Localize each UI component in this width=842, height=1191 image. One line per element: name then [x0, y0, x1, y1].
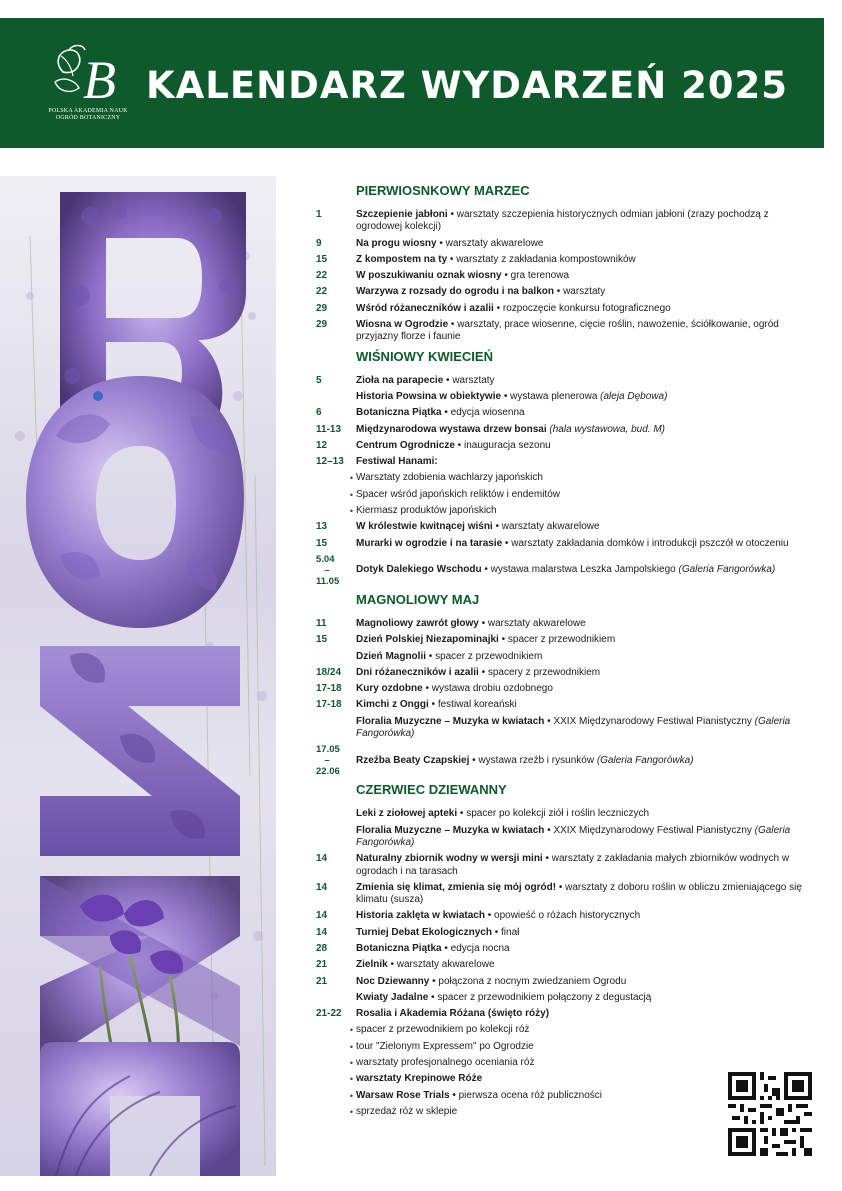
logo-text-line1: POLSKA AKADEMIA NAUK — [48, 108, 128, 114]
event-name: W królestwie kwitnącej wiśni — [356, 521, 493, 533]
event-description: gra terenowa — [510, 270, 570, 282]
event-row — [316, 990, 806, 1006]
event-row — [316, 207, 806, 236]
event-row — [316, 908, 806, 924]
event-name: Historia Powsina w obiektywie — [356, 390, 502, 402]
event-description: inauguracja sezonu — [463, 439, 551, 451]
event-name: Rzeźba Beaty Czapskiej — [356, 754, 470, 766]
bullet-label: warsztaty profesjonalnego oceniania róż — [356, 1057, 535, 1069]
event-date: 15 — [316, 537, 328, 549]
event-text: Turniej Debat Ekologicznych • finał — [356, 926, 520, 938]
event-date: 21 — [316, 959, 328, 971]
bullet-text — [356, 505, 497, 517]
event-date — [316, 651, 356, 663]
event-text: Kimchi z Onggi • festiwal koreański — [356, 699, 517, 711]
event-row — [316, 536, 806, 552]
event-row — [316, 301, 806, 317]
event-name: Międzynarodowa wystawa drzew bonsai — [356, 423, 547, 435]
event-row — [316, 806, 806, 822]
event-description: warsztaty — [452, 374, 495, 386]
event-date-part: – — [324, 564, 330, 576]
bullet-text: Warsaw Rose Trials • pierwsza ocena róż publiczności — [356, 1089, 603, 1101]
event-text — [356, 424, 806, 436]
event-date: 21-22 — [316, 1008, 342, 1020]
event-name: Dzień Polskiej Niezapominajki — [356, 634, 499, 646]
event-text: Szczepienie jabłoni • warsztaty szczepienia historycznych odmian jabłoni (zrazy pochodzą z ogrodowej kolekcji) — [356, 209, 769, 233]
bullet-dot: • — [349, 1090, 353, 1101]
event-description: połączona z nocnym zwiedzaniem Ogrodu — [438, 975, 627, 987]
event-text: Zmienia się klimat, zmienia się mój ogród! • warsztaty z doboru roślin w obliczu zmieniającego się klimatu (susza) — [356, 881, 802, 906]
event-description: warsztaty akwarelowe — [487, 617, 586, 629]
bullet-dot: • — [349, 506, 353, 517]
bullet-dot: • — [349, 1074, 353, 1085]
event-name: Turniej Debat Ekologicznych — [356, 926, 492, 938]
bullet-item — [316, 1022, 806, 1038]
event-date: 29 — [316, 319, 328, 331]
event-name: Warzywa z rozsady do ogrodu i na balkon — [356, 286, 554, 298]
event-date: 29 — [316, 302, 328, 314]
event-name: Dzień Magnolii — [356, 650, 426, 662]
event-text: W królestwie kwitnącej wiśni • warsztaty akwarelowe — [356, 521, 600, 533]
event-location: (hala wystawowa, bud. M) — [549, 423, 665, 435]
event-date-part: 17.05 — [316, 744, 340, 756]
event-name: Zioła na parapecie — [356, 374, 444, 386]
event-name: Murarki w ogrodzie i na tarasie — [356, 537, 503, 549]
event-row — [316, 957, 806, 973]
event-description: spacer po kolekcji ziół i roślin leczniczych — [466, 808, 650, 820]
event-date-part: 5.04 — [316, 553, 335, 565]
event-date-part: – — [324, 755, 330, 767]
event-name: Leki z ziołowej apteki — [356, 808, 458, 820]
event-name: Historia zaklęta w kwiatach — [356, 910, 485, 922]
event-text: Rzeźba Beaty Czapskiej • wystawa rzeźb i rysunków (Galeria Fangorówka) — [356, 754, 694, 766]
event-row — [316, 1006, 806, 1022]
event-description: festiwal koreański — [437, 699, 517, 711]
event-row — [316, 925, 806, 941]
bullet-dot: • — [349, 1025, 353, 1036]
bullet-item — [316, 470, 806, 486]
event-text — [356, 1008, 806, 1020]
event-date: 21 — [316, 975, 328, 987]
page-header — [0, 18, 824, 148]
event-description: XXIX Międzynarodowy Festiwal Pianistyczny — [553, 824, 752, 836]
event-row — [316, 317, 806, 346]
bullet-item — [316, 503, 806, 519]
event-location: (Galeria Fangorówka) — [678, 564, 776, 576]
event-row — [316, 284, 806, 300]
event-description: spacer z przewodnikiem — [507, 634, 616, 646]
bullet-label: spacer z przewodnikiem po kolekcji róż — [356, 1024, 530, 1036]
event-row — [316, 616, 806, 632]
event-date: 5 — [316, 374, 322, 386]
event-name: Kwiaty Jadalne — [356, 991, 429, 1003]
event-name: Centrum Ogrodnicze — [356, 439, 455, 451]
bullet-label: sprzedaż róż w sklepie — [356, 1105, 458, 1117]
event-date: 15 — [316, 634, 328, 646]
event-date — [316, 391, 356, 403]
event-text: Warzywa z rozsady do ogrodu i na balkon • warsztaty — [356, 286, 606, 298]
event-description: warsztaty akwarelowe — [501, 521, 600, 533]
event-name: Botaniczna Piątka — [356, 407, 442, 419]
bullet-text — [356, 1024, 529, 1036]
event-date — [316, 825, 356, 850]
event-description: wystawa plenerowa — [510, 390, 598, 402]
event-date: 15 — [316, 253, 328, 265]
event-row — [316, 851, 806, 880]
event-location: (Galeria Fangorówka) — [356, 824, 791, 848]
event-location: (Galeria Fangorówka) — [596, 754, 694, 766]
section-title: PIERWIOSNKOWY MARZEC — [356, 183, 530, 198]
event-date: 11 — [316, 617, 327, 629]
event-row — [316, 681, 806, 697]
event-row — [316, 519, 806, 535]
logo-text-line2: OGRÓD BOTANICZNY — [55, 115, 121, 121]
event-date: 22 — [316, 270, 328, 282]
section-title: CZERWIEC DZIEWANNY — [356, 782, 507, 798]
event-text: Centrum Ogrodnicze • inauguracja sezonu — [356, 439, 551, 451]
event-name: Z kompostem na ty — [356, 253, 448, 265]
event-text: Murarki w ogrodzie i na tarasie • warsztaty zakładania domków i introdukcji pszczół w otoczeniu — [356, 537, 789, 549]
event-text: Zielnik • warsztaty akwarelowe — [356, 959, 495, 971]
bullet-label: Warsztaty zdobienia wachlarzy japońskich — [356, 472, 543, 484]
event-text: Z kompostem na ty • warsztaty z zakładania kompostowników — [356, 253, 636, 265]
event-date: 12 — [316, 439, 328, 451]
event-date — [316, 992, 356, 1004]
event-row — [316, 742, 806, 779]
event-date-part: 22.06 — [316, 766, 340, 778]
event-row — [316, 438, 806, 454]
event-description: wystawa malarstwa Leszka Jampolskiego — [490, 564, 676, 576]
event-name: Na progu wiosny — [356, 237, 437, 249]
bullet-text — [356, 472, 543, 484]
event-name: Warsaw Rose Trials — [356, 1089, 450, 1101]
event-name: Floralia Muzyczne – Muzyka w kwiatach — [356, 715, 545, 727]
event-text: Botaniczna Piątka • edycja wiosenna — [356, 407, 525, 419]
bullet-item — [316, 1039, 806, 1055]
event-location: (aleja Dębowa) — [600, 390, 668, 402]
event-date: 9 — [316, 237, 322, 249]
event-name: Zielnik — [356, 959, 388, 971]
event-row — [316, 941, 806, 957]
bullet-text — [356, 1106, 457, 1118]
event-row — [316, 974, 806, 990]
event-name: Floralia Muzyczne – Muzyka w kwiatach — [356, 824, 545, 836]
event-date: 13 — [316, 521, 328, 533]
event-date-part: 11.05 — [316, 575, 340, 587]
event-name: Szczepienie jabłoni — [356, 209, 448, 220]
event-description: warsztaty, prace wiosenne, cięcie roślin, nawożenie, ściółkowanie, ogród przyjazny florze i faunie — [356, 319, 779, 343]
event-row — [316, 552, 806, 589]
event-description: spacer z przewodnikiem połączony z degustacją — [437, 991, 652, 1003]
event-text: Zioła na parapecie • warsztaty — [356, 374, 495, 386]
event-name: Zmienia się klimat, zmienia się mój ogród! — [356, 881, 557, 893]
botanic-garden-logo-icon — [46, 42, 130, 140]
bullet-text — [356, 489, 560, 501]
event-row — [316, 373, 806, 389]
event-text: Noc Dziewanny • połączona z nocnym zwiedzaniem Ogrodu — [356, 975, 627, 987]
event-description: XXIX Międzynarodowy Festiwal Pianistyczny — [553, 715, 752, 727]
event-date: 17-18 — [316, 699, 342, 711]
event-description: edycja wiosenna — [450, 407, 525, 419]
event-date: 14 — [316, 881, 328, 893]
event-description: wystawa drobiu ozdobnego — [431, 683, 553, 695]
event-text: Floralia Muzyczne – Muzyka w kwiatach • XXIX Międzynarodowy Festiwal Pianistyczny (Galeria Fangorówka) — [356, 715, 791, 740]
event-text: W poszukiwaniu oznak wiosny • gra terenowa — [356, 270, 570, 282]
event-name: Wśród różaneczników i azalii — [356, 302, 494, 314]
event-text: Dni różaneczników i azalii • spacery z przewodnikiem — [356, 666, 601, 678]
svg-text:B: B — [83, 50, 116, 108]
event-description: warsztaty szczepienia historycznych odmian jabłoni (zrazy pochodzą z ogrodowej kolekcji) — [356, 209, 769, 233]
event-name: Kury ozdobne — [356, 683, 423, 695]
event-name: Dotyk Dalekiego Wschodu — [356, 564, 482, 576]
event-description: warsztaty z zakładania kompostowników — [456, 253, 636, 265]
bullet-text — [356, 1041, 534, 1053]
bullet-item — [316, 1055, 806, 1071]
event-text: Floralia Muzyczne – Muzyka w kwiatach • XXIX Międzynarodowy Festiwal Pianistyczny (Galeria Fangorówka) — [356, 824, 791, 848]
event-description: warsztaty akwarelowe — [396, 959, 495, 971]
section-title: MAGNOLIOWY MAJ — [356, 591, 480, 607]
event-text: Naturalny zbiornik wodny w wersji mini • warsztaty z zakładania małych zbiorników wodnych w ogrodach i na tarasach — [356, 853, 790, 877]
event-name: Kimchi z Onggi — [356, 699, 429, 711]
event-row — [316, 389, 806, 405]
event-description: edycja nocna — [450, 942, 510, 954]
bullet-dot: • — [349, 1041, 353, 1052]
event-name: Rosalia i Akademia Różana (święto róży) — [356, 1008, 550, 1020]
event-date: 14 — [316, 853, 328, 865]
bullet-item — [316, 487, 806, 503]
event-description: pierwsza ocena róż publiczności — [458, 1089, 603, 1101]
events-calendar — [316, 180, 806, 1120]
event-date: 14 — [316, 926, 328, 938]
event-row — [316, 405, 806, 421]
event-date: 14 — [316, 910, 328, 922]
bullet-text — [356, 1057, 534, 1069]
event-row — [316, 665, 806, 681]
event-text: Na progu wiosny • warsztaty akwarelowe — [356, 237, 544, 249]
event-row — [316, 714, 806, 743]
bullet-dot: • — [349, 1058, 353, 1069]
event-name: Festiwal Hanami: — [356, 456, 438, 468]
event-description: warsztaty z zakładania małych zbiorników wodnych w ogrodach i na tarasach — [356, 853, 790, 877]
event-row — [316, 236, 806, 252]
bullet-dot: • — [349, 1106, 353, 1117]
event-row — [316, 697, 806, 713]
event-location: (Galeria Fangorówka) — [356, 715, 791, 740]
event-text: Wśród różaneczników i azalii • rozpoczęcie konkursu fotograficznego — [356, 302, 671, 314]
event-description: spacery z przewodnikiem — [487, 666, 601, 678]
event-text: Botaniczna Piątka • edycja nocna — [356, 942, 510, 954]
event-description: spacer z przewodnikiem — [435, 650, 543, 662]
event-date: 12–13 — [316, 456, 344, 468]
event-text: Leki z ziołowej apteki • spacer po kolekcji ziół i roślin leczniczych — [356, 808, 650, 820]
event-name: W poszukiwaniu oznak wiosny — [356, 270, 502, 282]
event-description: wystawa rzeźb i rysunków — [478, 754, 595, 766]
qr-code-icon[interactable] — [728, 1072, 812, 1156]
bullet-label: tour "Zielonym Expressem" po Ogrodzie — [356, 1040, 534, 1052]
event-date — [316, 808, 356, 820]
bullet-label: Kiermasz produktów japońskich — [356, 505, 497, 517]
event-name: Wiosna w Ogrodzie — [356, 319, 449, 331]
event-description: warsztaty — [563, 286, 606, 298]
event-date: 11-13 — [316, 423, 342, 435]
event-date: 17-18 — [316, 683, 342, 695]
event-date — [316, 554, 356, 587]
event-date — [316, 716, 356, 741]
event-text: Wiosna w Ogrodzie • warsztaty, prace wiosenne, cięcie roślin, nawożenie, ściółkowanie, ogród przyjazny florze i faunie — [356, 319, 779, 343]
event-row — [316, 649, 806, 665]
event-row — [316, 454, 806, 470]
side-floral-banner — [0, 176, 276, 1176]
event-date — [316, 744, 356, 777]
bullet-dot: • — [349, 489, 353, 500]
event-row — [316, 823, 806, 852]
event-name: Botaniczna Piątka — [356, 942, 442, 954]
event-description: finał — [501, 926, 520, 938]
event-date: 1 — [316, 209, 322, 220]
event-description: warsztaty akwarelowe — [445, 237, 544, 249]
event-text: Historia Powsina w obiektywie • wystawa plenerowa (aleja Dębowa) — [356, 390, 668, 402]
event-row — [316, 252, 806, 268]
event-description: rozpoczęcie konkursu fotograficznego — [502, 302, 671, 314]
floral-letters-image — [0, 176, 276, 1176]
event-name: Magnoliowy zawrót głowy — [356, 617, 479, 629]
event-text: Dzień Magnolii • spacer z przewodnikiem — [356, 650, 543, 662]
event-date: 28 — [316, 942, 328, 954]
event-name: warsztaty Krepinowe Róże — [356, 1073, 483, 1085]
event-text: Magnoliowy zawrót głowy • warsztaty akwarelowe — [356, 617, 586, 629]
event-description: warsztaty zakładania domków i introdukcji pszczół w otoczeniu — [511, 537, 789, 549]
event-name: Naturalny zbiornik wodny w wersji mini — [356, 853, 543, 865]
bullet-text — [356, 1073, 482, 1085]
event-name: Noc Dziewanny — [356, 975, 430, 987]
section-title: WIŚNIOWY KWIECIEŃ — [356, 348, 493, 364]
event-row — [316, 632, 806, 648]
event-date: 22 — [316, 286, 328, 298]
event-name: Dni różaneczników i azalii — [356, 666, 479, 678]
event-description: opowieść o różach historycznych — [494, 910, 641, 922]
event-text: Dzień Polskiej Niezapominajki • spacer z przewodnikiem — [356, 634, 616, 646]
event-text: Dotyk Dalekiego Wschodu • wystawa malarstwa Leszka Jampolskiego (Galeria Fangorówka) — [356, 564, 776, 576]
page-title: KALENDARZ WYDARZEŃ 2025 — [146, 64, 789, 107]
event-text: Kwiaty Jadalne • spacer z przewodnikiem połączony z degustacją — [356, 991, 652, 1003]
event-text: Kury ozdobne • wystawa drobiu ozdobnego — [356, 683, 553, 695]
event-row — [316, 422, 806, 438]
bullet-label: Spacer wśród japońskich reliktów i endemitów — [356, 488, 560, 500]
event-date: 6 — [316, 407, 322, 419]
event-row — [316, 880, 806, 909]
event-description: warsztaty z doboru roślin w obliczu zmieniającego się klimatu (susza) — [356, 881, 802, 906]
event-date: 18/24 — [316, 666, 342, 678]
event-text: Historia zaklęta w kwiatach • opowieść o różach historycznych — [356, 910, 641, 922]
bullet-dot: • — [349, 473, 353, 484]
event-row — [316, 268, 806, 284]
event-text — [356, 456, 806, 468]
